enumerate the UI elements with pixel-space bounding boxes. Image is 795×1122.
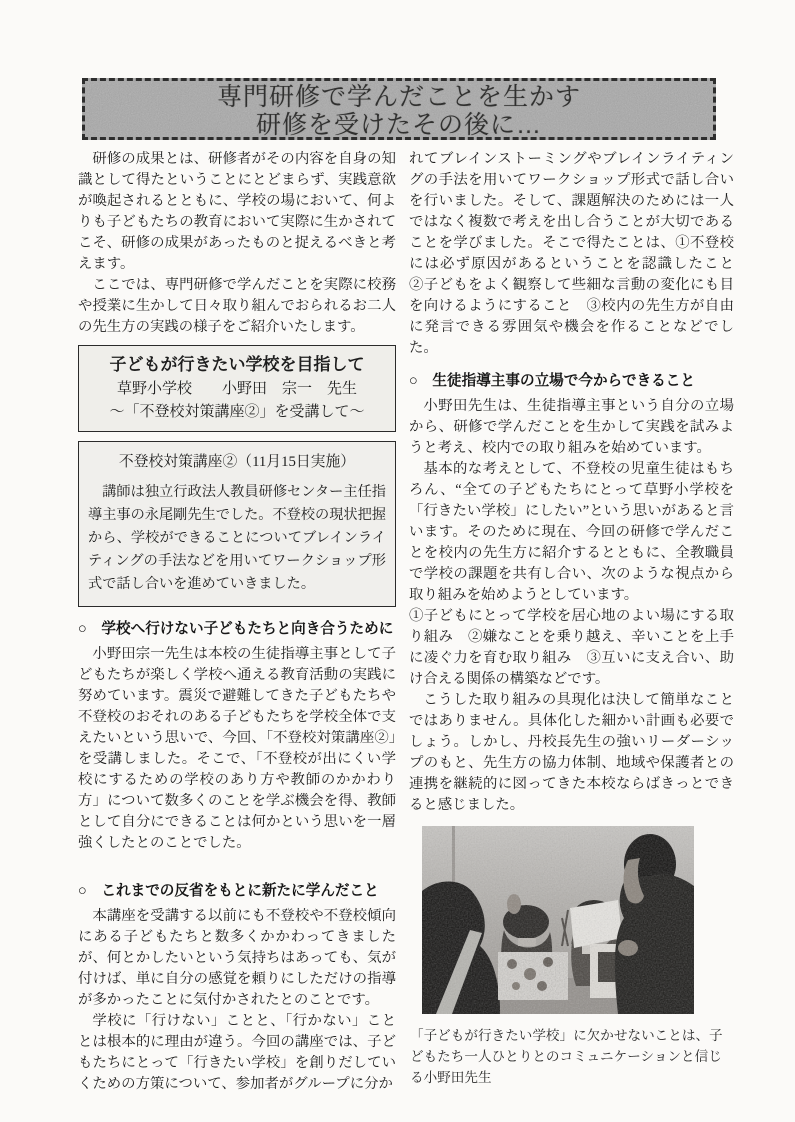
section-heading-1: ○ 学校へ行けない子どもたちと向き合うために xyxy=(78,621,394,637)
course-info-box xyxy=(78,441,396,607)
left-column xyxy=(78,149,396,1095)
workshop-photo-image xyxy=(422,826,694,1014)
intro-paragraph-2: ここでは、専門研修で学んだことを実際に校務や授業に生かして日々取り組んでおられるお二人の先生方の実践の様子をご紹介いたします。 xyxy=(78,277,396,335)
section-heading-3: ○ 生徒指導主事の立場で今からできること xyxy=(409,373,695,389)
section-2-paragraph-2: 学校に「行けない」ことと、「行かない」こととは根本的に理由が違う。今回の講座では、子どもたちにとって「行きたい学校」を創りだしていくための方策について、参加者がグループに分か xyxy=(78,1013,396,1092)
right-column xyxy=(409,149,749,1095)
banner-title-line2: 研修を受けたその後に… xyxy=(255,111,542,139)
course-box-body: 講師は独立行政法人教員研修センター主任指導主事の永尾剛先生でした。不登校の現状把握から、学校ができることについてブレインライティングの手法などを用いてワークショップ形式で話し合いを進めていきました。 xyxy=(88,484,386,592)
section-3-paragraph-3: ①子どもにとって学校を居心地のよい場にする取り組み ②嫌なことを乗り越え、辛いことを上手に凌ぐ力を育む取り組み ③互いに支え合い、助け合える関係の構築などです。 xyxy=(409,608,734,687)
feature-box-byline: 草野小学校 小野田 宗一 先生 xyxy=(116,381,357,397)
title-banner xyxy=(82,78,716,140)
feature-title-box xyxy=(78,345,396,432)
continuation-paragraph: れてブレインストーミングやブレインライティングの手法を用いてワークショップ形式で話し合いを行いました。そして、課題解決のためには一人ではなく複数で考えを出し合うことが大切であることを学びました。そこで得たことは、①不登校には必ず原因があるということを認識したこと ②子どもをよく観察して些細な言動の変化にも目を向けるようにすること ③校内の先生方が自由に発言できる雰囲気や機会を作ることなどでした。 xyxy=(409,151,749,356)
section-1-paragraph: 小野田宗一先生は本校の生徒指導主事として子どもたちが楽しく学校へ通える教育活動の実践に努めています。震災で避難してきた子どもたちや不登校のおそれのある子どもたちを学校全体で支えたいという思いで、今回、「不登校対策講座②」を受講しました。そこで、「不登校が出にくい学校にするための学校のあり方や教師のかかわり方」について数多くのことを学ぶ機会を得、教師として自分にできることは何かという思いを一層強くしたとのことでした。 xyxy=(78,646,396,851)
intro-paragraph-1: 研修の成果とは、研修者がその内容を自身の知識として得たということにとどまらず、実践意欲が喚起されるとともに、学校の場において、何よりも子どもたちの教育において実際に生かされてこそ、研修の成果があったものと捉えるべきと考えます。 xyxy=(78,151,396,272)
banner-title xyxy=(85,81,713,139)
feature-box-title: 子どもが行きたい学校を目指して xyxy=(109,355,365,374)
article-columns xyxy=(78,149,749,1095)
section-2-paragraph-1: 本講座を受講する以前にも不登校や不登校傾向にある子どもたちと数多くかかわってきましたが、何とかしたいという気持ちはあっても、気が付けば、単に自分の感覚を頼りにしただけの指導が多かったことに気付かされたとのことです。 xyxy=(78,908,396,1008)
photo-caption: 「子どもが行きたい学校」に欠かせないことは、子どもたち一人ひとりとのコミュニケーションと信じる小野田先生 xyxy=(410,1028,723,1085)
section-3-paragraph-1: 小野田先生は、生徒指導主事という自分の立場から、研修で学んだことを生かして実践を試みようと考え、校内での取り組みを始めています。 xyxy=(409,398,734,456)
section-3-paragraph-4: こうした取り組みの具現化は決して簡単なことではありません。具体化した細かい計画も必要でしょう。しかし、丹校長先生の強いリーダーシップのもと、先生方の協力体制、地域や保護者との連携を継続的に図ってきた本校ならばきっとできると感じました。 xyxy=(409,692,734,813)
workshop-photo xyxy=(422,826,694,1014)
section-3-paragraph-2: 基本的な考えとして、不登校の児童生徒はもちろん、“全ての子どもたちにとって草野小学校を「行きたい学校」にしたい”という思いがあると言います。そのために現在、今回の研修で学んだことを校内の先生方に紹介するとともに、全教職員で学校の課題を共有し合い、次のような視点から取り組みを始めようとしています。 xyxy=(409,461,734,603)
section-heading-2: ○ これまでの反省をもとに新たに学んだこと xyxy=(78,883,379,899)
banner-title-line1: 専門研修で学んだことを生かす xyxy=(216,83,581,111)
feature-box-subtitle: ～「不登校対策講座②」を受講して～ xyxy=(109,404,365,420)
course-box-title: 不登校対策講座②（11月15日実施） xyxy=(118,454,356,470)
